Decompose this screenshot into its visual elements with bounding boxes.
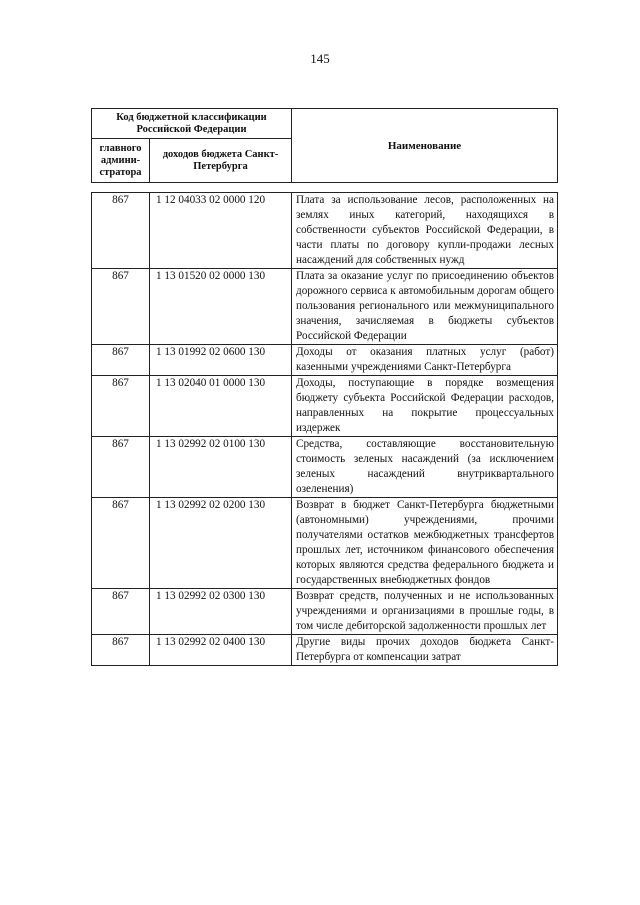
table-row bbox=[92, 498, 558, 589]
admin-code-cell: 867 bbox=[92, 376, 150, 437]
income-code-cell: 1 13 01992 02 0600 130 bbox=[150, 345, 292, 376]
income-code-cell: 1 13 02992 02 0400 130 bbox=[150, 635, 292, 666]
admin-code-cell: 867 bbox=[92, 635, 150, 666]
income-code-cell: 1 12 04033 02 0000 120 bbox=[150, 193, 292, 269]
table-row bbox=[92, 193, 558, 269]
table-row bbox=[92, 269, 558, 345]
name-header: Наименование bbox=[292, 109, 558, 183]
income-codes-table bbox=[91, 192, 558, 666]
admin-code-cell: 867 bbox=[92, 437, 150, 498]
income-code-cell: 1 13 02992 02 0200 130 bbox=[150, 498, 292, 589]
main-admin-header: главного админи-стратора bbox=[92, 139, 150, 183]
admin-code-cell: 867 bbox=[92, 193, 150, 269]
income-name-cell: Доходы, поступающие в порядке возмещения бюджету субъекта Российской Федерации расходов, направленных на покрытие процессуальных издержек bbox=[292, 376, 558, 437]
table-row bbox=[92, 437, 558, 498]
income-code-header: доходов бюджета Санкт-Петербурга bbox=[150, 139, 292, 183]
income-code-cell: 1 13 02040 01 0000 130 bbox=[150, 376, 292, 437]
income-name-cell: Плата за использование лесов, расположенных на землях иных категорий, находящихся в собственности субъектов Российской Федерации, в части платы по договору купли-продажи лесных насаждений для собственных нужд bbox=[292, 193, 558, 269]
admin-code-cell: 867 bbox=[92, 345, 150, 376]
income-code-cell: 1 13 02992 02 0100 130 bbox=[150, 437, 292, 498]
income-name-cell: Средства, составляющие восстановительную стоимость зеленых насаждений (за исключением зеленых насаждений внутриквартального озеленения) bbox=[292, 437, 558, 498]
table-row bbox=[92, 635, 558, 666]
income-name-cell: Возврат средств, полученных и не использованных учреждениями и организациями в прошлые годы, в том числе дебиторской задолженности прошлых лет bbox=[292, 589, 558, 635]
income-code-cell: 1 13 01520 02 0000 130 bbox=[150, 269, 292, 345]
admin-code-cell: 867 bbox=[92, 498, 150, 589]
income-name-cell: Доходы от оказания платных услуг (работ) казенными учреждениями Санкт-Петербурга bbox=[292, 345, 558, 376]
income-code-cell: 1 13 02992 02 0300 130 bbox=[150, 589, 292, 635]
table-row bbox=[92, 376, 558, 437]
header-table bbox=[91, 108, 558, 183]
classification-code-header: Код бюджетной классификации Российской Федерации bbox=[92, 109, 292, 139]
income-name-cell: Возврат в бюджет Санкт-Петербурга бюджетными (автономными) учреждениями, прочими получателями остатков межбюджетных трансфертов прошлых лет, источником финансового обеспечения которых являются средства федерального бюджета и государственных внебюджетных фондов bbox=[292, 498, 558, 589]
income-name-cell: Плата за оказание услуг по присоединению объектов дорожного сервиса к автомобильным дорогам общего пользования регионального или межмуниципального значения, зачисляемая в бюджеты субъектов Российской Федерации bbox=[292, 269, 558, 345]
income-name-cell: Другие виды прочих доходов бюджета Санкт-Петербурга от компенсации затрат bbox=[292, 635, 558, 666]
admin-code-cell: 867 bbox=[92, 589, 150, 635]
table-row bbox=[92, 345, 558, 376]
table-row bbox=[92, 589, 558, 635]
page-number: 145 bbox=[310, 51, 330, 66]
admin-code-cell: 867 bbox=[92, 269, 150, 345]
